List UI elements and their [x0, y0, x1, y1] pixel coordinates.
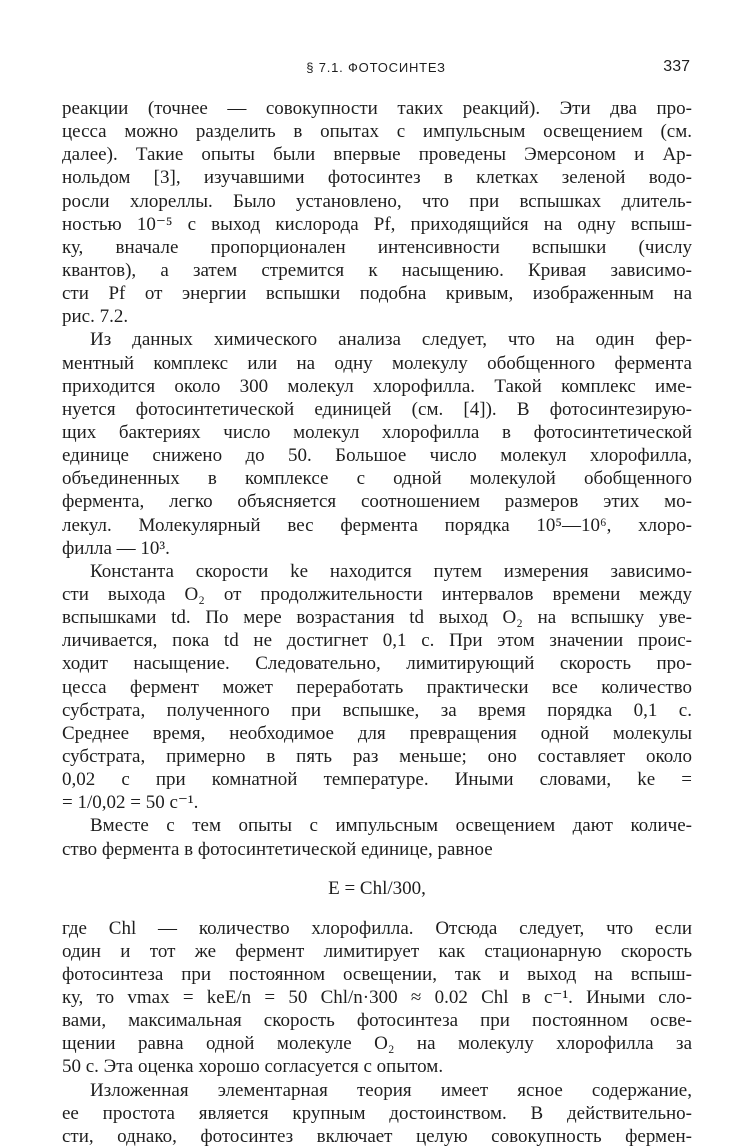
text-line: вами, максимальная скорость фотосинтеза при постоянном осве-: [62, 1010, 692, 1032]
text-line: = 1/0,02 = 50 с⁻¹.: [62, 792, 199, 814]
text-line: цесса фермент может переработать практически все количество: [62, 676, 692, 698]
text-line: Константа скорости ke находится путем измерения зависимо-: [90, 560, 692, 582]
paragraphs-before-formula: [62, 97, 692, 861]
text-line: ку, то vmax = keE/n = 50 Chl/n·300 ≈ 0.02 Chl в с⁻¹. Иными сло-: [62, 987, 692, 1009]
text-line: вспышками td. По мере возрастания td выход O₂ на вспышку уве-: [62, 607, 692, 629]
text-line: ментный комплекс или на одну молекулу обобщенного фермента: [62, 352, 692, 374]
text-line: 0,02 с при комнатной температуре. Иными словами, ke =: [62, 769, 692, 791]
text-line: сти выхода O₂ от продолжительности интервалов времени между: [62, 583, 692, 605]
text-line: один и тот же фермент лимитирует как стационарную скорость: [62, 940, 692, 962]
text-line: росли хлореллы. Было установлено, что при вспышках длитель-: [62, 190, 692, 212]
text-line: щении равна одной молекуле O₂ на молекулу хлорофилла за: [62, 1033, 692, 1055]
section-title: § 7.1. ФОТОСИНТЕЗ: [306, 60, 446, 75]
text-line: объединенных в комплексе с одной молекулой обобщенного: [62, 468, 692, 490]
text-line: лекул. Молекулярный вес фермента порядка 10⁵—10⁶, хлоро-: [62, 514, 692, 536]
body-text: [62, 97, 692, 1148]
text-line: ее простота является крупным достоинством. В действительно-: [62, 1102, 692, 1124]
page-number: 337: [663, 58, 690, 75]
text-line: рис. 7.2.: [62, 306, 129, 328]
text-line: Вместе с тем опыты с импульсным освещением дают количе-: [90, 815, 692, 837]
paragraphs-after-formula: [62, 917, 692, 1148]
text-line: далее). Такие опыты были впервые проведены Эмерсоном и Ар-: [62, 144, 692, 166]
text-line: сти Pf от энергии вспышки подобна кривым, изображенным на: [62, 283, 692, 305]
text-line: нольдом [3], изучавшими фотосинтез в клетках зеленой водо-: [62, 167, 692, 189]
text-line: приходится около 300 молекул хлорофилла. Такой комплекс име-: [62, 375, 692, 397]
text-line: единице снижено до 50. Большое число молекул хлорофилла,: [62, 445, 692, 467]
text-line: личивается, пока td не достигнет 0,1 с. При этом значении проис-: [62, 630, 692, 652]
text-line: ку, вначале пропорционален интенсивности вспышки (числу: [62, 236, 692, 258]
text-line: Среднее время, необходимое для превращения одной молекулы: [62, 722, 692, 744]
text-line: фотосинтеза при постоянном освещении, так и выход на вспыш-: [62, 963, 692, 985]
text-line: ходит насыщение. Следовательно, лимитирующий скорость про-: [62, 653, 692, 675]
text-line: субстрата, примерно в пять раз меньше; оно составляет около: [62, 745, 692, 767]
text-line: фермента, легко объясняется соотношением размеров этих мо-: [62, 491, 692, 513]
text-line: щих бактериях число молекул хлорофилла в фотосинтетической: [62, 421, 692, 443]
text-line: Изложенная элементарная теория имеет ясное содержание,: [90, 1079, 692, 1101]
text-line: цесса можно разделить в опытах с импульсным освещением (см.: [62, 121, 692, 143]
text-line: сти, однако, фотосинтез включает целую совокупность фермен-: [62, 1125, 692, 1147]
text-line: реакции (точнее — совокупности таких реакций). Эти два про-: [62, 98, 692, 119]
text-line: ностью 10⁻⁵ с выход кислорода Pf, приходящийся на одну вспыш-: [62, 213, 692, 235]
text-line: субстрата, полученного при вспышке, за время порядка 0,1 с.: [62, 699, 692, 721]
text-line: ство фермента в фотосинтетической единице, равное: [62, 838, 493, 860]
formula: E = Chl/300,: [328, 877, 426, 899]
text-line: 50 с. Эта оценка хорошо согласуется с опытом.: [62, 1056, 444, 1078]
running-head: [60, 58, 692, 80]
text-line: нуется фотосинтетической единицей (см. [4]). В фотосинтезирую-: [62, 398, 692, 420]
text-line: филла — 10³.: [62, 537, 170, 559]
text-line: где Chl — количество хлорофилла. Отсюда следует, что если: [62, 917, 692, 939]
text-line: Из данных химического анализа следует, что на один фер-: [90, 329, 692, 351]
text-line: квантов), а затем стремится к насыщению. Кривая зависимо-: [62, 259, 692, 281]
